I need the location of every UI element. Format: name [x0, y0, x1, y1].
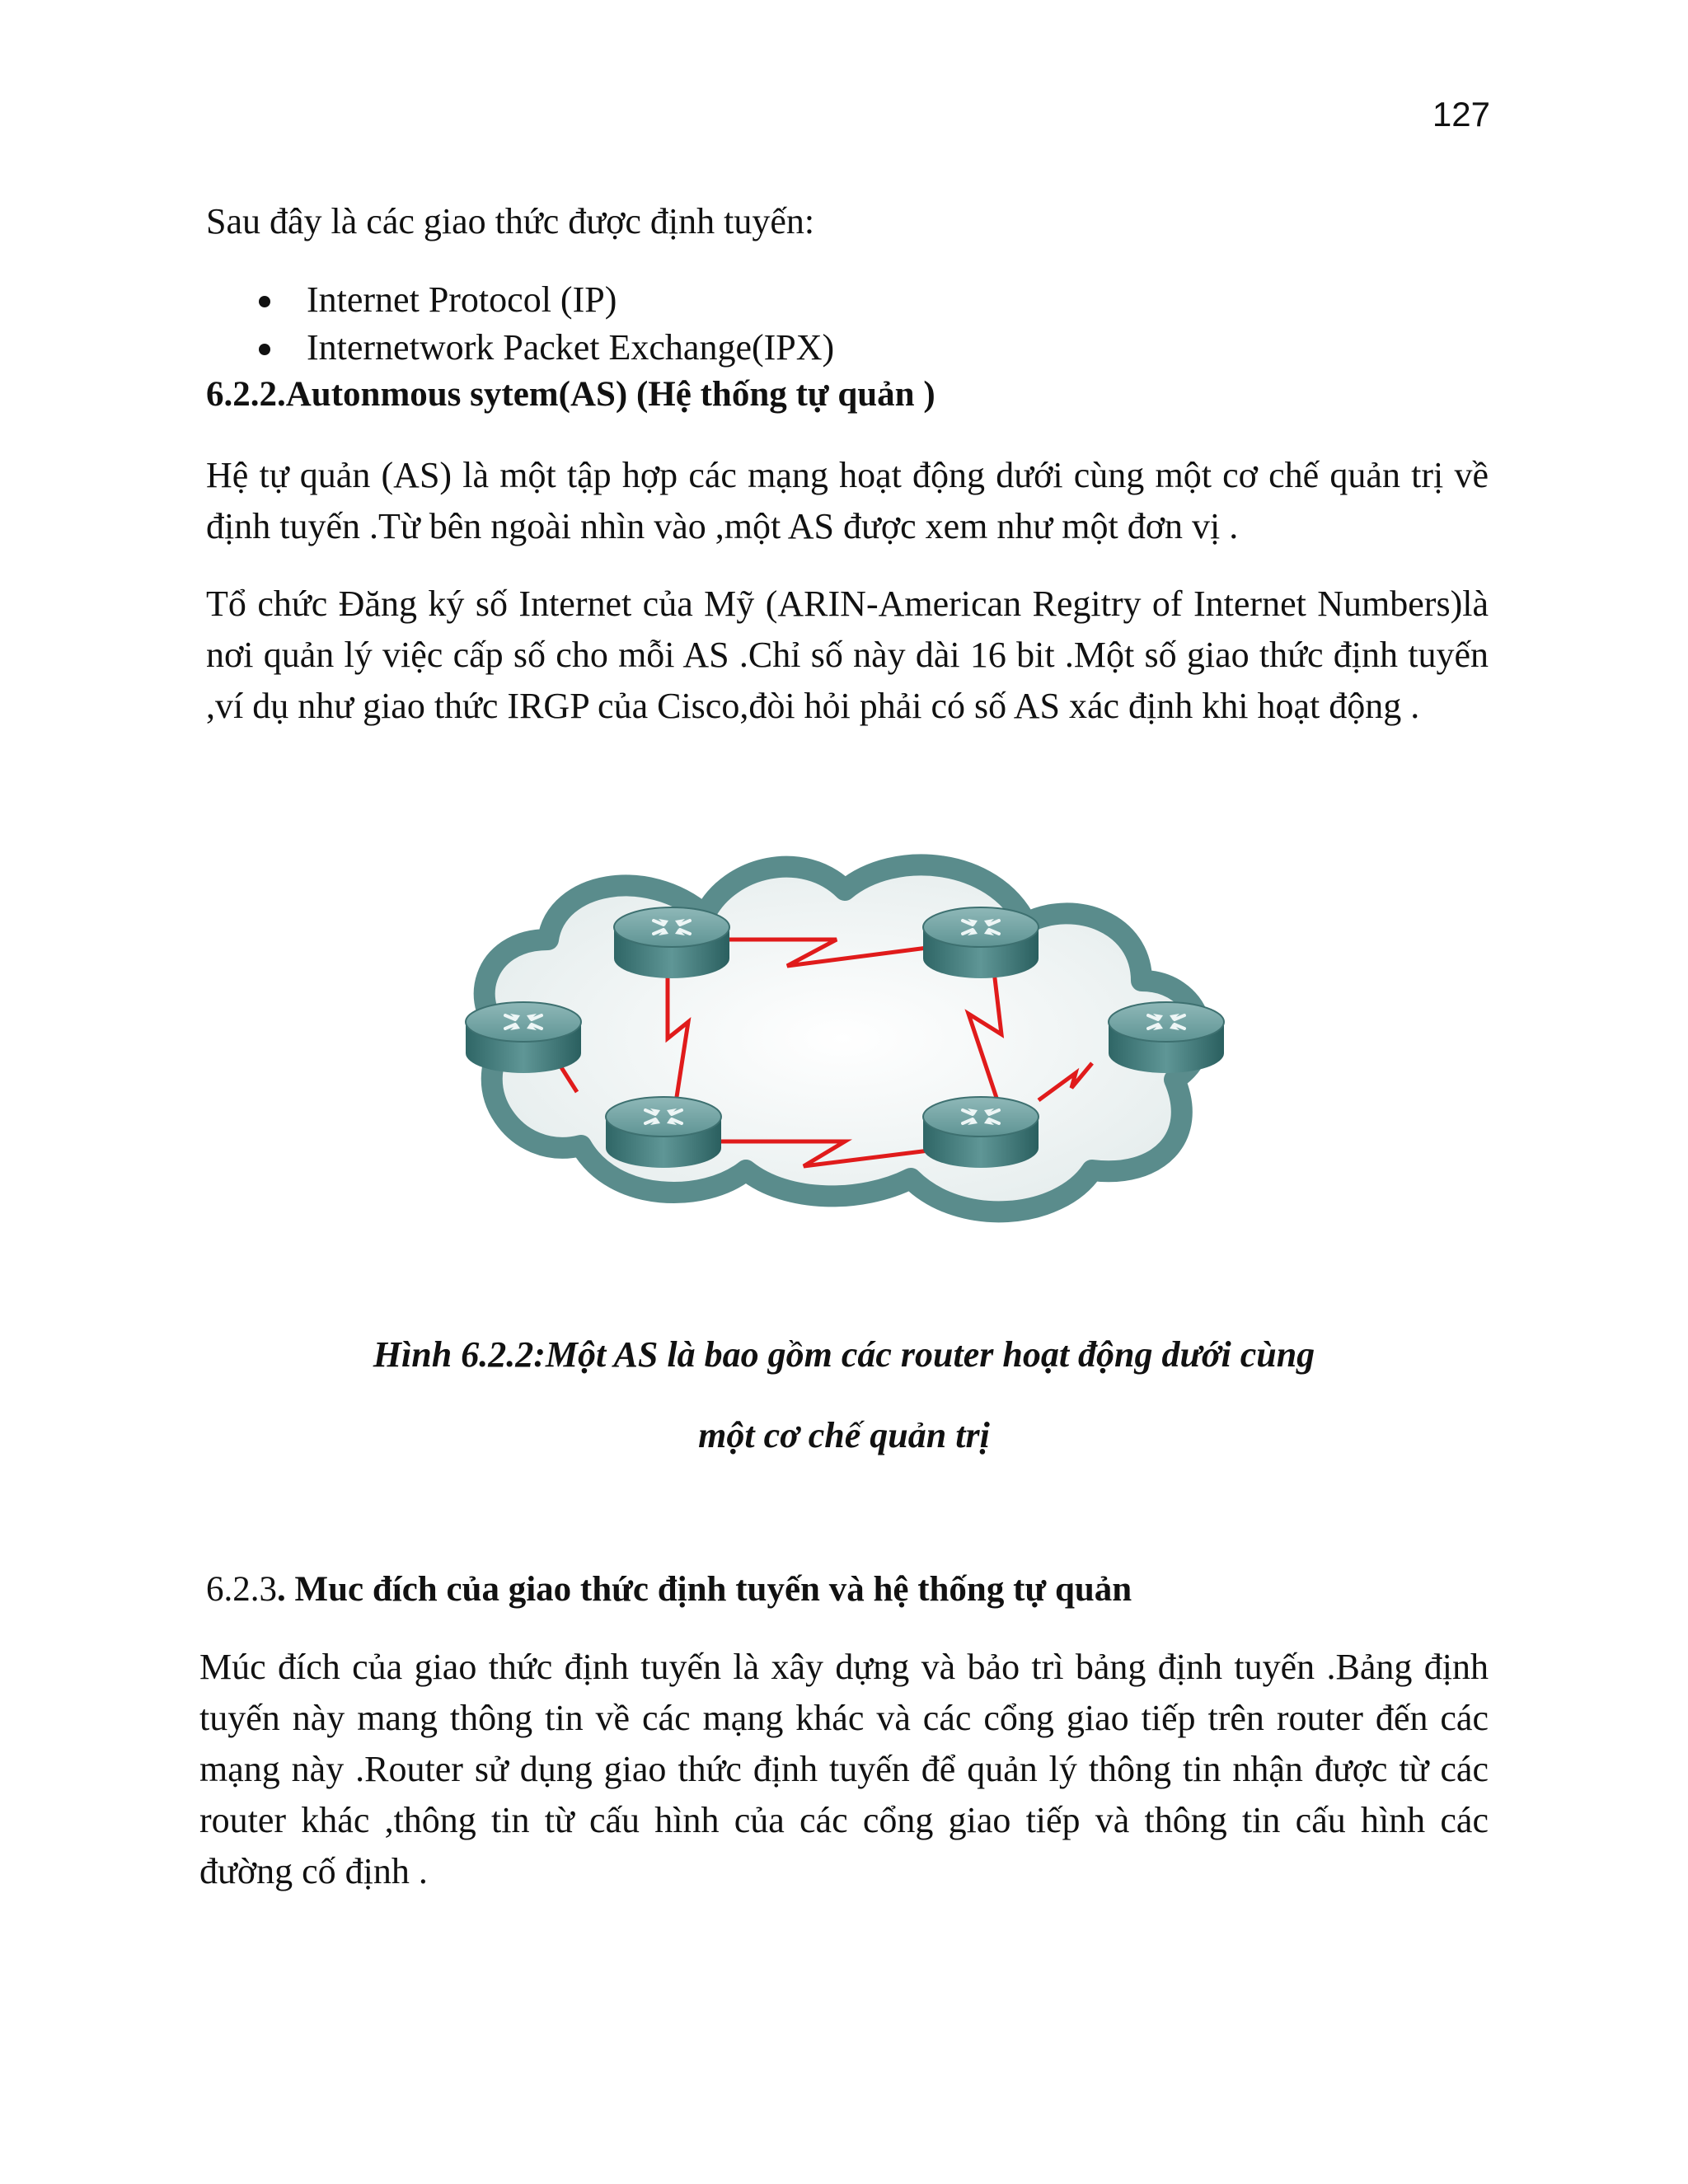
section-title: . Muc đích của giao thức định tuyến và hệ thống tự quản: [277, 1570, 1132, 1609]
as-network-diagram: [433, 816, 1265, 1310]
router-icon: [923, 907, 1039, 978]
router-icon: [466, 1002, 581, 1073]
intro-text: Sau đây là các giao thức được định tuyến:: [206, 201, 815, 241]
figure-caption: một cơ chế quản trị: [698, 1415, 990, 1455]
bullet-icon: [259, 344, 270, 355]
paragraph: Múc đích của giao thức định tuyến là xây dựng và bảo trì bảng định tuyến .Bảng định tuyến này mang thông tin về các mạng khác và các cổng giao tiếp trên router đến các mạng này .Router sử dụng giao thức định tuyến để quản lý thông tin nhận được từ các router khác ,thông tin từ cấu hình của các cổng giao tiếp và thông tin cấu hình các đường cố định .: [199, 1647, 1489, 1891]
section-number: 6.2.3: [206, 1570, 277, 1609]
bullet-list: [206, 276, 834, 372]
router-icon: [606, 1097, 721, 1168]
router-icon: [614, 907, 729, 978]
paragraph: Hệ tự quản (AS) là một tập hợp các mạng hoạt động dưới cùng một cơ chế quản trị về định tuyến .Từ bên ngoài nhìn vào ,một AS được xem như một đơn vị .: [206, 455, 1489, 546]
section-heading-6-2-3: [206, 1566, 1132, 1614]
router-icon: [923, 1097, 1039, 1168]
list-item-text: Internetwork Packet Exchange(IPX): [307, 327, 835, 368]
list-item: [206, 276, 834, 324]
bullet-icon: [259, 296, 270, 307]
figure-caption: Hình 6.2.2:Một AS là bao gồm các router hoạt động dưới cùng: [373, 1334, 1315, 1375]
page-number: 127: [1432, 95, 1490, 134]
list-item: [206, 324, 834, 372]
section-heading-6-2-2: 6.2.2.Autonmous sytem(AS) (Hệ thống tự quản ): [206, 375, 935, 414]
list-item-text: Internet Protocol (IP): [307, 279, 617, 320]
as-network-figure: [433, 816, 1265, 1310]
router-icon: [1109, 1002, 1224, 1073]
paragraph: Tổ chức Đăng ký số Internet của Mỹ (ARIN-American Regitry of Internet Numbers)là nơi quản lý việc cấp số cho mỗi AS .Chỉ số này dài 16 bit .Một số giao thức định tuyến ,ví dụ như giao thức IRGP của Cisco,đòi hỏi phải có số AS xác định khi hoạt động .: [206, 583, 1489, 726]
